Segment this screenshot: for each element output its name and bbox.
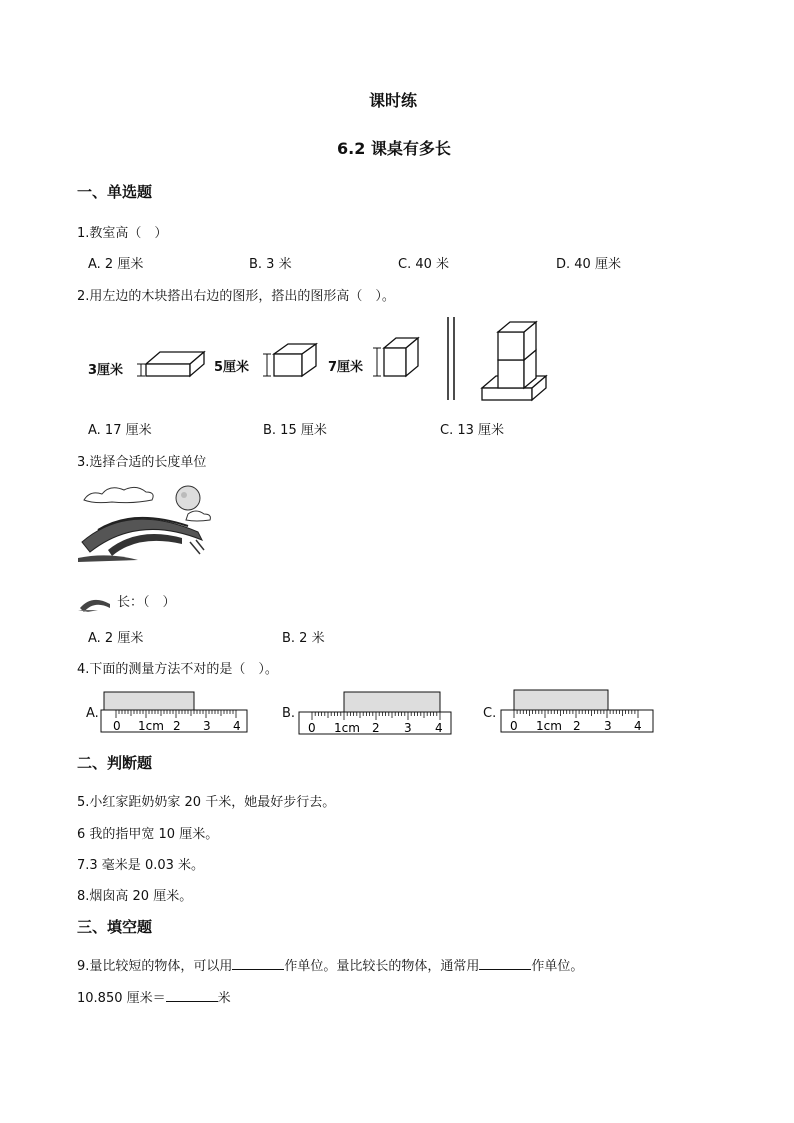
- ruler-figure-c: [500, 688, 656, 734]
- q10-text-part-2: 米: [217, 991, 231, 1006]
- ruler-c-tick-1: 1cm: [536, 719, 562, 733]
- question-2: 2.用左边的木块搭出右边的图形，搭出的图形高（ ）。: [77, 289, 395, 304]
- ruler-c-tick-0: 0: [510, 719, 518, 733]
- q4-option-b-label[interactable]: B.: [282, 706, 296, 721]
- q4-option-c-label[interactable]: C.: [483, 706, 497, 721]
- ruler-a-tick-0: 0: [113, 719, 121, 733]
- question-3: 3.选择合适的长度单位: [77, 455, 207, 470]
- q3-option-a[interactable]: A. 2 厘米: [88, 631, 144, 646]
- ruler-figure-b: [298, 690, 454, 736]
- ruler-a-tick-2: 2: [173, 719, 181, 733]
- q9-text-part-3: 作单位。: [531, 959, 584, 974]
- question-10: [77, 987, 231, 1006]
- q1-option-b[interactable]: B. 3 米: [249, 257, 292, 272]
- q1-option-d[interactable]: D. 40 厘米: [556, 257, 621, 272]
- q2-option-b[interactable]: B. 15 厘米: [263, 423, 327, 438]
- ruler-b-tick-4: 4: [435, 721, 443, 735]
- ruler-figure-a: [100, 690, 250, 734]
- section-heading-true-false: 二、判断题: [77, 754, 153, 772]
- question-8: 8.烟囱高 20 厘米。: [77, 889, 193, 904]
- blocks-figure: [80, 312, 560, 412]
- q2-option-a[interactable]: A. 17 厘米: [88, 423, 152, 438]
- q4-option-a-label[interactable]: A.: [86, 706, 99, 721]
- block-label-5cm: 5厘米: [214, 360, 250, 375]
- section-heading-single-choice: 一、单选题: [77, 183, 153, 201]
- ruler-b-tick-1: 1cm: [334, 721, 360, 735]
- q3-option-b[interactable]: B. 2 米: [282, 631, 325, 646]
- q9-blank-2[interactable]: [479, 957, 531, 970]
- q10-blank[interactable]: [166, 989, 218, 1002]
- q1-option-c[interactable]: C. 40 米: [398, 257, 450, 272]
- question-7: 7.3 毫米是 0.03 米。: [77, 858, 205, 873]
- ruler-c-tick-4: 4: [634, 719, 642, 733]
- question-6: 6 我的指甲宽 10 厘米。: [77, 827, 219, 842]
- q9-text-part-2: 作单位。量比较长的物体，通常用: [284, 959, 480, 974]
- ruler-b-tick-2: 2: [372, 721, 380, 735]
- ruler-b-tick-0: 0: [308, 721, 316, 735]
- q2-option-c[interactable]: C. 13 厘米: [440, 423, 505, 438]
- q9-blank-1[interactable]: [232, 957, 284, 970]
- ruler-c-tick-3: 3: [604, 719, 612, 733]
- question-4: 4.下面的测量方法不对的是（ ）。: [77, 662, 278, 677]
- ruler-a-tick-4: 4: [233, 719, 241, 733]
- ruler-c-tick-2: 2: [573, 719, 581, 733]
- page-title: 课时练: [369, 91, 418, 110]
- question-9: [77, 955, 583, 974]
- lesson-title: 6.2 课桌有多长: [337, 139, 451, 158]
- ruler-a-tick-1: 1cm: [138, 719, 164, 733]
- question-1: 1.教室高（ ）: [77, 226, 168, 241]
- q9-text-part-1: 9.量比较短的物体，可以用: [77, 959, 233, 974]
- q3-length-blank: 长：（ ）: [117, 595, 176, 610]
- block-label-3cm: 3厘米: [88, 363, 124, 378]
- bridge-illustration: [78, 480, 216, 566]
- q1-option-a[interactable]: A. 2 厘米: [88, 257, 144, 272]
- section-heading-fill-blank: 三、填空题: [77, 918, 153, 936]
- small-bridge-icon: [78, 590, 112, 612]
- block-label-7cm: 7厘米: [328, 360, 364, 375]
- question-5: 5.小红家距奶奶家 20 千米，她最好步行去。: [77, 795, 336, 810]
- ruler-b-tick-3: 3: [404, 721, 412, 735]
- q10-text-part-1: 10.850 厘米＝: [77, 991, 166, 1006]
- ruler-a-tick-3: 3: [203, 719, 211, 733]
